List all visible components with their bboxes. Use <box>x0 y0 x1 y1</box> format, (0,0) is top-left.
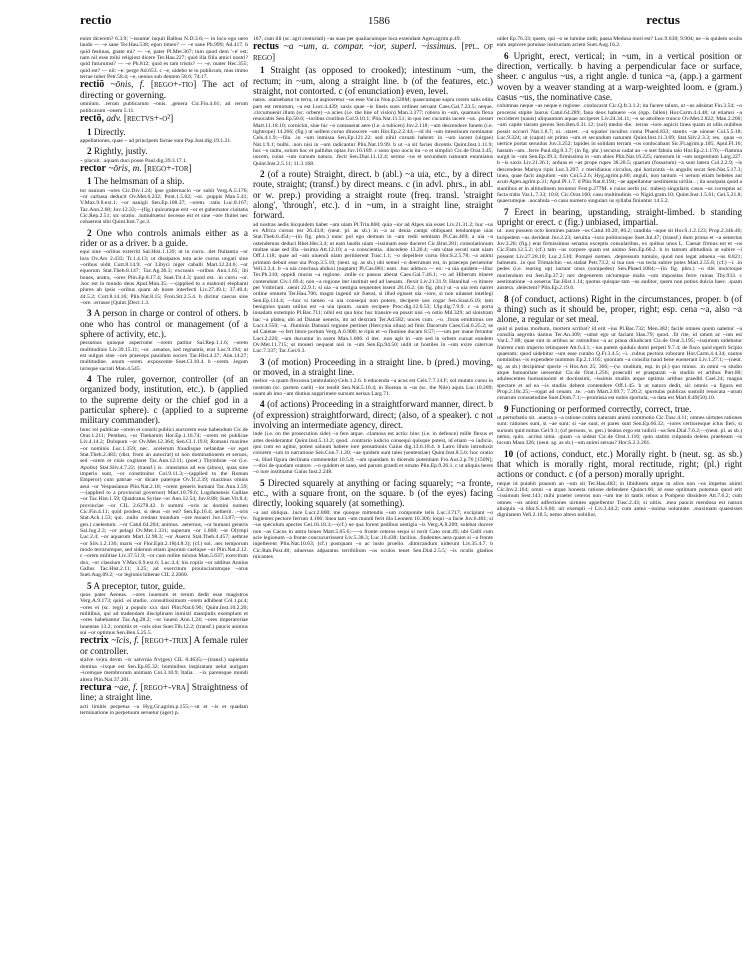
citation-block: enim dicerem? 6.3.9; '~issume' inquit Balbus N.D.3.6;— in loco ego uero laudo — ~e sane Ter.Hau.538; egon timeo? — ~e sane Ph.999; Ad.417. b quid festinas, gnate mi? — ~e, pater Pl.Mer.367; tum quod dem '~e' est; nam nil esse mihi religiost dicere Ter.Hau.227; quid illa filia amici nostri? quid futurumst? — ~e Ph.812; quid es tam tristis? — ~e, mater Hec.355; quid est? — nil: ~e: perge Ad.653. c ~e, uidebo te in publicum, mus immo terrae tuber Petr.58.4; ~e, uenius sub dentem 58.6; 74.17. <box>80 36 248 81</box>
sense-definition <box>497 294 742 325</box>
sense-definition <box>253 399 493 430</box>
sense-definition <box>80 228 248 249</box>
dictionary-entry-headword <box>80 114 248 125</box>
column-2 <box>253 36 493 560</box>
sense-definition <box>497 449 742 480</box>
sense-number: 5 <box>87 580 92 591</box>
sense-definition <box>80 176 248 186</box>
sense-number: 4 <box>260 399 265 410</box>
sense-text: (of actions, conduct, etc.) Morally right. b (neut. sg. as sb.) that which is morally right, moral rectitude, right; (pl.) right actions or conduct. c (of a person) morally upright. <box>497 448 743 480</box>
citation-block: ut. .non possem octo homines parare ~os Catul.10.20; 86.2; candida ~aque sit Hor.S.1.2.123; Prop.2.34b.46; loripedem ~us derideat Juv.2.23; seruitia ~iora politioraque Suet.Jul.47; (transf.) dum prima et ~a senectus Juv.3.26; (fig.) erat firmissimus senatus exceptis consularibus, ex quibus unus L. Caesar firmus est et ~us Cic.Fam.12.5.2; (cf.) tam ~us corpore quam est animo Sen.Ep.66.2. b in tantum altitudinis ut subire ~i possent Liv.27.28.10; Luc.2.510; Pompei nomen. .depressum tumulo, quod non legat aduena ~us 8.821; balneum. .in quo Trimalchio ~us stabat Petr.73.2; si tua non ~us tecta subire potes Mart.2.55.8; (cf.) ~i. .in pedes (i.e. rearing up) iactant onus (sonipedes) Sen.Phaed.1084;—(in fig. phrs.) ~o tibi inuictoque moriendum est Sen.Ep.37.2; nec degenerem uictumque malis ~um impositas ferre ruinas Thy.933. c aestimatione ~a seuerus Tac.Hist.1.14; quotus quisque tam ~us auditor, quem non potius dulcia haec. .quam austera. .delectent? Plin.Ep.2.19.6. <box>497 228 742 292</box>
citation-block: ~ placuit. .aquam duci posse Paul.dig.39.3.17.1. <box>80 157 188 164</box>
sense-number: 1 <box>87 176 92 187</box>
sense-number: 2 <box>260 169 265 180</box>
sense-text: A preceptor, tutor, guide. <box>93 580 186 591</box>
dictionary-entry-headword <box>80 80 248 101</box>
citation-block: melior ~a quam flexuosa (ambulatio) Cels.1.2.6. b educenda ~a acus est Cels.7.7.14.F; sol mutato cursu in nostram (sc. partem caeli) ~ior tendit Sen.Nat.5.10.4; in Borean is ~us (sc. the Nile) aquis Luc.10.289; uuam ab imo ~am diutius supprimere sursum uersus Larg.71. <box>253 378 493 397</box>
headword: rectus <box>253 41 279 53</box>
headword: rectō, <box>80 113 104 125</box>
sense-text: The helmsman of a ship. <box>93 176 185 187</box>
sense-text: Rightly, justly. <box>93 146 148 157</box>
citation-block: natus. .statuebatur in terra, ut aspiceretur ~us esse Var.in Non.p.528M; quaecumque supra rorem salis edita pars est remotum, ~a est Lucr.4.439; saxis quae ~is lineis suos ordines seruant Caes.Gal.7.23.5; neque. .circumuenit illum (sc. orbem) ~a acies (i.e. the line of vision) Man.3.377; robora in ~um, quamuis flexa reuocabis Sen.Ep.50.6; ~ioribus cruribus Col.9.10.1; Plin.Nat.11.51; in quo nec cucumis iacere ~us. .posset Mart.11.18.10; cornicini, siue hic ~o cantauerat aere (i.e. a tubicen) Juv.2.118; ~um descendere funem (i.e. tightrope) 14.266; (fig.) ut uellem curuo dinoscere ~um Hor.Ep.2.2.44;—id ibi ~um intestinum nominatur Cels.4.1.9;—fila. .in ~um inmissa Sen.Ep.121.22; sed nihil curuati habent: in ~um iacent (uirgae) Nat.1.9.1; bulbi. .non nisi in ~um radicantur Plin.Nat.19.99. b ut ~a sit facies dicentis Quint.Inst.1.11.9; hoc ~o uultu, solum hoc et pallidus optas Juv.10.189. c sono ipso uocis ita ~o et simplici Cic.de Orat.3.45; uocem, cuius ~um cursum natura. .fecit Sen.Dial.11.12.4; sermo ~us et secundum naturam enuntiatus Quint.Inst.2.5.11; 11.3.168. <box>253 97 493 167</box>
citation-block: 167; cum illi (sc. agri centuriati) ~as suas per qualiacumque loca extendant Agen.agrim.p.49. <box>253 36 461 42</box>
sense-number: 2 <box>87 146 92 157</box>
sense-text: A person in charge or control of others. b one who has control or management (of a sphere of activity, etc.). <box>80 308 248 340</box>
dictionary-entry-headword <box>80 164 248 175</box>
etymology: [rego+-tor] <box>144 163 192 174</box>
sense-definition <box>80 374 248 425</box>
citation-block: columnas neque ~as neque e regione. .conlocarat Cic.Q.fr.3.1.2; ita facere talum, ut ~us adsistat Fin.3.54; ~o proceras stipite laurus Catul.64.289; fana deos habuere ~os (opp. fallen) Hor.Carm.4.4.48; ut etiamsi ~a reccideret (nauis) aliquantum aquae acciperet Liv.24.34.11; ~o se attollere trunco Ov.Met.2.822; Man.2.200; ~am capite tiaram gerens Sen.Ben.6.31.12; (sol) medio die. .terras ~iore aspicit linea quam ut ullis nubibus possit occurri Nat.1.8.7; ui. .staret. .~a squalor incultus coma Phaed.833; stantis ~ae uineae Col.5.5.18; Luc.9.324; ut (caput) sit primo ~um et secundum naturam Quint.Inst.11.3.69; Stat.Silv.2.3.3; res. .quas ~o uertice portat seruulus Juv.3.252; lapides in solidam terram ~os conlocabant Sic.Fl.agrim.p.105; Apul.Fl.16; hastam ~am. .ferre Paul.dig.8.3.7; (in fig. phr.) securus cadat an ~o stet fabula talo Hor.Ep.2.1.176;—flamma surgit in ~um Sen.Ep.39.3; firmissima in ~um abies Plin.Nat.16.225; ramorum in ~um surgentium Larg.227. b ~is saxis Liv.21.36.1; arduas et ~as prope rupes 38.20.5; quarum (fossarum) ~a sunt latera Col.2.2.9; ~is descendens Marsya ripis Luc.3.207. c meridianus circulus, qui horizonta ~is angulis secat Sen.Nat.5.17.3; linea, quae facit angulum ~um Col.5.2.6; Hyg.agrim.p.80; anguli, non tantum ~i uerum etiam hebetes aut acuti Agen.agrim.p.31; Apul.Pl.1.7. d Plin.Nat.8.194; ~ae appellantur uestimenta uirilia. .; ita usurpata quod a stantibus et in altitudinem texuntur Fest.p.277M. e cuius uerbi (sc. trabes) singularis casus ~us correptus ac facta trabs Var.L.7.33; 10.8; Cic.Orat.160; casu multitudinis ~o Nigid.gram.10; Quint.Inst.1.5.61; Gel.5.21.8; quaecumque. .uocabula ~o casu numero singulari us syllaba finiuntur 14.5.2. <box>497 103 742 205</box>
gloss: A female ruler or controller. <box>80 636 249 657</box>
sense-definition <box>253 357 493 378</box>
running-head-right-word: rectus <box>646 12 680 27</box>
sense-text: (of a route) Straight, direct. b (abl.) ~a uia, etc., by a direct route, straight; (transf.) by direct means. c (in advl. phrs., in abl. or w. prep.) providing a straight route (freq. transl. 'straight along', 'through', etc.). d in ~um, in a straight line, straight forward. <box>253 169 493 221</box>
dictionary-entry-headword <box>80 636 248 657</box>
sense-number: 8 <box>504 293 509 304</box>
citation-block: inde (i.e. on the prosecution side) ~a fere atque. .clamosa est actio: hinc (i.e. in defence) mille flexus et artes desiderantur Quint.Inst.5.13.2; quod. .contrario iudicio consequi quisque potest, id etiam ~o iudicio, quo cum eo agitur, potest saluum habere iure pensationis Gaius dig.13.6.18.4. b Latro illum introduxit colorem ~um in narratione Sen.Con.7.1.20; ~ae quidem sunt tales (sententiae) Quint.Inst.8.5.6; hoc oratio ~a, illud figura declinata commendat 10.5.8; ~am quandam in dicendo potentiam Fro.Aur.2.p.76 [150N];—dixi de quodam oratore. .~o quidem et sano, sed parum grandi et ornato Plin.Ep.9.26.1. c ut aliquis heres ~o iure instituatur Gaius Inst.2.248. <box>253 431 493 476</box>
etymology: [ppl. of rego] <box>253 42 493 63</box>
citation-block: neque id putabit prauom an ~um sit Ter.Hau.483; in libidinem atque in alios non ~os impetus animi Cic.Inv.2.164; omni ~a atque honesta ratione defendere Quinct.66; id esse optimum putemus quod erit ~issimum Sest.143; mihi praeter ceteros non ~um me in tantis rebus a Pompeio dissidere Att.7.6.2; cum omnes ~os animi adfectiones uirtutes appellentur Tusc.2.43; si uitiis. .mea paucis mendosa est natura alioquin ~a Hor.S.1.6.66; uir exempli ~i Liv.3.44.2; cum antea ~issima uoluntate. .maximam quaesisset dignitatem Vell.2.18.5; nemo altero nobilior, <box>497 480 742 519</box>
citation-block: ut perturbatio sit. .auersa a ~a ratione contra naturam animi commotio Cic.Tusc.4.11; omnes uirtutes rationes sunt: rationes sunt, si ~ae sunt: si ~ae sunt, et pares sunt Sen.Ep.66.32; ~iores certioresque ictus fieri, si sursum quid mittas Gel.9.1; (of persons, w. gen.) beatus ergo est iudicii ~us Sen.Dial.7.6.2;—(neut. pl. as sb.) nemo, quin. .acrius uitia. .quam ~a uideat Cic.de Orat.1.116; quin statim culpanda delens praebeam ~is locum Maur.326; (neut. sg. as sb.) ~um animi seruas? Hor.S.2.3.201. <box>497 415 742 447</box>
dictionary-entry-headword <box>253 42 493 63</box>
sense-definition <box>253 478 493 509</box>
citation-block: equi sine ~oribus exterriti Sal.Hist.1.139; ut in curru. .det fluitantia ~or lora Ov.Ars 2.433; Tr.1.4.13; ut dissipatos tota acie currus ungari sine ~oribus uidit Curt.8.14.9; ~or Libyci niger caballi Mart.12.24.6; ~or equorum Stat.Theb.8.147; Tac.Ag.36.3; excussis ~oribus Ann.1.65; ibi boues, aratra, ~ores Plin.Ep.8.17.4; Suet.Tit.4.3; quod est. .in curru ~or. .hoc est in mundo deus Apul.Mun.35; —(applied to a mahout) elephanti plures ab ipsis ~oribus quam ab hoste interfecti Liv.27.49.1; 37.40.4; 44.5.2; Curt.8.14.16; Plin.Nat.8.15; Fron.Str.2.5.4. b dicitur caecus sine ~ore. .errasse [Quint.]Decl.1.3. <box>80 249 248 307</box>
etymology: [rego+-vra] <box>140 682 190 693</box>
gloss: The act of directing or governing. <box>80 80 248 101</box>
headword: rectrix <box>80 635 109 647</box>
sense-text: (of motion) Proceeding in a straight line. b (pred.) moving, or moved, in a straight line. <box>253 356 494 378</box>
sense-text: Directed squarely at anything or facing squarely; ~a fronte, etc., with a square front, on the square. b (of the eyes) facing directly, looking squarely (at something). <box>253 477 494 509</box>
citation-block: ~a aut obliqua. .luce Lucr.2.800; me quoque mittendis ~um componite telis Luc.3.717; excipiant ~o fugientes pectore ferrum 4.166; linea tam ~um mundi ferit illa Leonem 10.306; loqui ~a facie Juv.6.401; si ~us speculum spectes Gel.16.18.3;—(cf.) ne qua forent pedibus uestigia ~is Verg.A.8.209; solebat ducere non ~as Cacus in antra boues Mart.5.65.6;—~o fronte ceteros sequi si norit Cato orat.49; ubi Galli cum acie legionum ~a fronte concucurrissent Liv.5.38.3; Luc.10.438; facilius. .findentes aera quam si ~a fronte inpellerent Plin.Nat.10.63; (cf.) postquam ~o ac iusto proelio. .dimicandum uiderunt Liv.35.4.7. b Cic.Rab.Post.48; aduersus adparatus terribilium ~os oculos tenet Sen.Dial.2.5.5; ~is oculis gladios micantes <box>253 509 493 560</box>
etymology: [rego+-trix] <box>141 636 192 647</box>
citation-block: tot nauium ~ores Cic.Div.1.24; ipse gubernaclo ~or subit Verg.A.5.176; ~or carbasa deducit Ov.Met.6.232; Pont.1.5.62; ~or. .puppis Man.5.41; V.Max.9.8.ext.1; ~or nauigii Sen.Ep.108.37; ~orem. .ratis Luc.8.167; Tac.Ann.2.60; Juv.12.33;—(fig.) quicumque erit ~or et gubernator ciuitatis Cic.Rep.2.51; sic oratio. .tumultuetur necesse est et sine ~ore fluitet nec cohaereat sibi Quint.Inst.7.pr.3. <box>80 187 248 226</box>
citation-block: hunc rei publicae ~orem et consili publici auctorem esse habendum Cic.de Orat.1.211; Pentheu, ~or Thebarum Hor.Ep.1.16.74; ~orem rei publicae Liv.4.14.2; Dolopum ~or Ov.Met.12.364; Sen.Cl.1.19.8; Romani maxime ~or nominis Luc.1.359; nec. .scelerum fraudisque nefandae ~or eget Stat.Theb.2.483; (dist. from an autocrat) ut non dominationem et seruos, sed ~orem et ciuis cogitaret Tac.Ann.12.11; (poet.) Thymbrae ~or (i.e. Apollo) Stat.Silv.4.7.22; (transf.) is. .translatus ad eos (alnos), quas sine imperio sunt, ~or constituitur Col.9.11.3;—(applied to the Roman Emperor) cum patriae ~or dicare paterque Ov.Tr.2.39; maximus omnis aeui ~or Vespasianus Plin.Nat.2.18; ~orem generis humani Tac.Ann.3.59;—(applied to a provincial governor) Mart.10.78.6; Lugdunensis Galliae ~or Tac.Hist.1.59; Quadratus Syriae ~or Ann.12.54; Juv.8.88; Suet.Vit.8.4; provinciae ~or CIL 2.6278.42. b summi ~oris ac domini numen Cic.Fin.4.11; quid prodest, si deus ~or est? Sen.Ep.16.4; aetherii. .~oris Stat.Ach.1.53; qui. .nullo credant mundum ~ore moueri Juv.13.87;—(w. gen.) caelestum. .~or Catul.64.204; animus. .aeternus, ~or humani generis Sal.Jug.2.3; ~or pelagi Ov.Met.1.331; superum ~or 1.668; ~or Olympi Luc.2.4; ~or aquarum Mart.12.98.3; ~or Auerni Stat.Theb.4.457; aethrae ~or Silv.1.2.136; maris ~or Flor.Epit.2.18(4.8.3); (cf.) sol. .nec temporum modo terrarumque, sed siderum etiam ipsorum caelique ~or Plin.Nat.2.12. c ~orem militiae Liv.37.51.9; ~or cum milite mixtus Man.5.637; exercitum dux, ~or classium V.Max.6.9.ext.6; Luc.4.4; his copiis ~or additus Annius Gallus Tac.Hist.2.11; 3.25; ad exercitum prouinciarumque ~orus Suet.Aug.89.2; ~or legionis hiberae CIL 2.2660. <box>80 426 248 579</box>
sense-number: 6 <box>504 50 509 61</box>
grammar-forms: ~ōnis, f. <box>110 80 145 91</box>
dictionary-entry-headword <box>80 683 248 704</box>
column-3 <box>497 36 742 519</box>
sense-definition <box>80 127 248 137</box>
headword: rector <box>80 162 106 174</box>
sense-text: Functioning or performed correctly, correct, true. <box>510 403 692 414</box>
sense-number: 1 <box>260 65 265 76</box>
sense-text: Straight (as opposed to crooked); intestinum ~um, the rectum; in ~um, along a straight line. b (of the features, etc.) straight, not contorted. c (of enunciation) even, level. <box>253 65 493 96</box>
headword: rectiō <box>80 79 105 91</box>
grammar-forms: ~ōris, m. <box>108 163 142 174</box>
etymology: [rego+-tio] <box>150 80 197 91</box>
running-head-left-word: rectio <box>80 12 112 27</box>
citation-block: pessumus quisque asperrume ~orem patitur Sal.Rep.1.1.6; ~orem multitudinis Liv.39.15.11; ~or. .senatus, sed regnantis, erat Luc.9.194; ut est uulgus sine ~ore praeceps pauidum socors Tac.Hist.4.37; Ann.14.27; multitudine. .unum ~orem. .exposcente Suet.Cl.10.4. b ~orem. .legum iurisque sacrati Man.4.545. <box>80 340 248 372</box>
gloss: Straightness of line; a straight line. <box>80 682 249 704</box>
sense-text: The ruler, governor, controller (of an organized body, institution, etc.). b (applied to the supreme deity or the chief god in a particular sphere). c (applied to a supreme military commander). <box>80 374 248 426</box>
headword: rectura <box>80 681 112 693</box>
sense-number: 10 <box>504 448 514 459</box>
sense-definition <box>80 581 248 591</box>
citation-block: appellationes, quae ~ ad principem factae sunt Pap.Just.dig.19.1.21. <box>80 137 232 144</box>
grammar-forms: ~a ~um, a. compar. ~ior, superl. ~issimus. <box>283 42 457 53</box>
sense-text: (of actions) Proceeding in a straightforward manner, direct. b (of expression) straightforward, direct; (also, of a speaker). c not involving an intermediate agency, direct. <box>253 399 493 430</box>
citation-block: ad nostras aedis hicquidem habet ~am uiam Pl.Trin.868; quia ~ior ad Alpes uia esset Liv.21.31.2; huc ~us ex Africa cursus est 26.43.8; (neut. pl. as sb.) in ~a ac deuia campi obliquant tenduntque uias Stat.Theb.6.454;—(in fig. phrs.) nunc pol ego demum in ~am redii semitam Pl.Cas.469; a uia ~a ostendemus deduci Rhet.Her.3.4; ut eam laudis uiam ~issimam esse duceret Cic.Brut.281; consolationum multae uiae sed illa ~issima Att.12.10; a ~a conscientia. .discedere 13.20.4; ~am uitae secuti sunt uiam Off.1.118; quae ad ~am uiuendi uiam pertinerent Tusc.1.1; ~o depellere cursu Hor.S.2.5.78; ~a animi primum debuit esse uia Prop.3.5.10; (neut. sg. as sb.) ubi semel ~o deerratum est, in praeceps peruenitur Vell.2.3.4. b ~a uia conclusa abduxi (nuptam) Pl.Cas.881; eam. .huc adduco — eo: ~a uia quidem—illuc Ter.Ph.310; oppidi murus ~a regione. .mille cc passus aberat Caes.Gal.7.46.1; ~o ad Hiberum itinere contendunt Civ.1.69.4; non ~a regione iter instituit sed ad laeuam. .flexit Liv.21.31.9; Hannibal ~o itinere per Vmbriam. .uenit 22.9.1; si uia ~a uestigia sequentes issent 28.16.2; (in fig. phr.) ut ~a uia rem narret ordine omnem Ter.Hau.706; magni ingenii uir fuerat, si illud egisset uia ~iore, si non uitasset intellegi Sen.Ep.114.4; —hoc si tamen ~a uia consequi non potero, decipere uos cogar Sen.Suas.6.16; tam benignius quam utilius est ~a uia ipsum. .suum recipere Proc.dig.12.6.53; Ulp.dig.7.9.9. c ~a porta inuadam extemplo Pl.Bac.711; nihil est qua hinc huc transire ea possit nisi ~o ostio Mil.329; ad sinistram hac ~a platea, ubi ad Dianae ueneris, ito ad dextram Ter.Ad.582; uoces cum. .~o. .foras emittimus ore Lucr.4.550; ~a. .fluminis Danuuii regione pertinet (Hercynia silua) ad finis Dacorum Caes.Gal.6.25.2; se ad Caietae ~o fert litore portum Verg.A.6.900; te ripis et ~o flumine ducam 8.57;—~um per inane feruntur Lucr.2.226; ~um ducuntur in axem Man.1.606. d iter. .non agit in ~um sed in orbem curuat eundem Ov.Met.11.715; ut moueri nequeat nisi in ~um Sen.Ep.94.50; uidit ut hostiles in ~um exire catervas Luc.7.337; Tac.Ger.6.3. <box>253 221 493 355</box>
sense-definition <box>80 146 248 156</box>
citation-block: omnium. .rerum publicarum ~onis. .genera Cic.Fin.4.61; ad rerum publicarum ~onem 5.11. <box>80 101 248 114</box>
sense-number: 3 <box>87 308 92 319</box>
column-1 <box>80 36 248 717</box>
sense-number: 2 <box>87 227 92 238</box>
citation-block: s(alve ve)ra devm ~ix satvrnia frv(ges) CIL 8.4635;—(transf.) sapientia domina ~ixque est Sen.Ep.85.32; hominibus inspiratam uelut aurigam ~icemque membrorum animam Col.3.10.9; Italia. . ~ix parensque mundi altera Plin.Nat.37.201. <box>80 657 248 683</box>
citation-block: quos pater Aeneas. .~ores iuuenum et rerum dedit esse magistros Verg.A.9.173; quid. .ei studio. .consultissimum ~orem adhibeat Col.1.pr.4; ~ores ei (sc. regi) a populo xxx dari Plin.Nat.6.90; Quint.Inst.10.2.20; militibus, qui ad tradendam disciplinam inmixti manipulis exemplum et ~ores habebantur Tac.Ag.28.2; ~or iuueni Ann.1.24; ~ores imperatoriae iuuentae 13.2; comitiis et ~oris eius Suet.Tib.12.2; (transf.) paucis animus sui ~or optimus Sen.Ben.5.25.5. <box>80 592 248 637</box>
sense-text: Directly. <box>93 126 126 137</box>
sense-number: 9 <box>504 403 509 414</box>
citation-block: quid si potius morbum, mortem scribat? id erit ~ius Pl.Bac.732; Men.382; facile omnes quom ualemu' ~a consilia aegrotis damus Ter.An.309; ~umst ego ut faciam Hau.79; quod. .fit rite, id ratum ac ~um est Var.L.7.88; quae sint in artibus ac rationibus ~a ac praua diiudicant Cic.de Orat.3.195; ~issimum uidebatur fratrem cum imperio relinquere Att.6.4.1; ~ius putem quiduis domi perpeti 9.7.4; de fisco quid egerit Scipio quaeram; quod uidebitur ~um esse curabo Q.Fr.3.4.5; ~i. .cultus pectora roborant Hor.Carm.4.4.34; cautos nominibus ~is expendere nummos Ep.2.1.105; quoniam ~a consilia haud bene euenerant Liv.1.27.1;—(neut. sg. as sb.) decipimur specie ~i Hor.Ars 25; 366;—(w. studium, esp. in pl.) quo minus. .in omni ~o studio atque humanitate uersentur Cic.de Orat.1.256; praeculti et praeparati ~is studiis et artibus Part.80; adulescentes humanissimi et doctissimi, ~issimis studiis atque optimis artibus praediti Cael.24; magna spectare et ad ea ~is studiis debent contendere Off.1.45. b ut natura dedit, sic omnis ~a figura est Prop.2.18c.25;—rogat ad cenam. .te. .~am Mart.2.69.7; 7.20.2; sportulas publicas sustulit reuocata ~arum cenarum consuetudine Suet.Dom.7.1;—promissa est nobis sportula, ~a data est Mart.8.49(50).10. <box>497 325 742 402</box>
sense-definition <box>253 169 493 220</box>
sense-number: 7 <box>504 206 509 217</box>
grammar-forms: ~īcis, f. <box>111 636 140 647</box>
sense-definition <box>497 404 742 414</box>
sense-definition <box>497 51 742 102</box>
sense-text: (of conduct, actions) Right in the circumstances, proper. b (of a thing) such as it should be, proper, right; esp. cena ~a, also ~a alone, a regular or set meal. <box>497 293 742 325</box>
sense-definition <box>497 207 742 228</box>
sense-number: 5 <box>260 477 265 488</box>
page-number: 1586 <box>367 15 390 27</box>
sense-definition <box>80 308 248 339</box>
citation-block: acti limitis perpetua ~a Hyg.Gr.agrim.p.155;—ut et ~is et quadam terminatione in perpetuum seruetur (ager) p. <box>80 703 248 717</box>
sense-number: 1 <box>87 126 92 137</box>
sense-text: One who controls animals either as a rider or as a driver. b a guide. <box>80 227 248 249</box>
sense-text: Upright, erect, vertical; in ~um, in a vertical position or direction, vertically. b having a perpendicular face or surface, sheer. c angulus ~us, a right angle. d tunica ~a, (app.) a garment woven by a weaver standing at a warp-weighted loom. e (gram.) casus ~us, the nominative case. <box>497 50 742 102</box>
etymology: [rectvs+-o²] <box>123 114 174 125</box>
sense-text: Erect in bearing, upstanding, straight-limbed. b standing upright or erect. c (fig.) unbiased, impartial. <box>497 206 742 227</box>
citation-block: uidet Ep.76.33; quem, qui ~o se lumine uidit, passa Medusa mori est? Luc.9.638; 9.904; ne ~is quidem oculis eam aspicere potuisse instructam aciem Suet.Aug.16.2. <box>497 36 742 49</box>
sense-definition <box>253 65 493 96</box>
sense-number: 3 <box>260 356 265 367</box>
running-head <box>80 12 680 28</box>
sense-number: 4 <box>87 374 92 385</box>
grammar-forms: ~ae, f. <box>114 682 138 693</box>
grammar-forms: adv. <box>106 114 122 125</box>
